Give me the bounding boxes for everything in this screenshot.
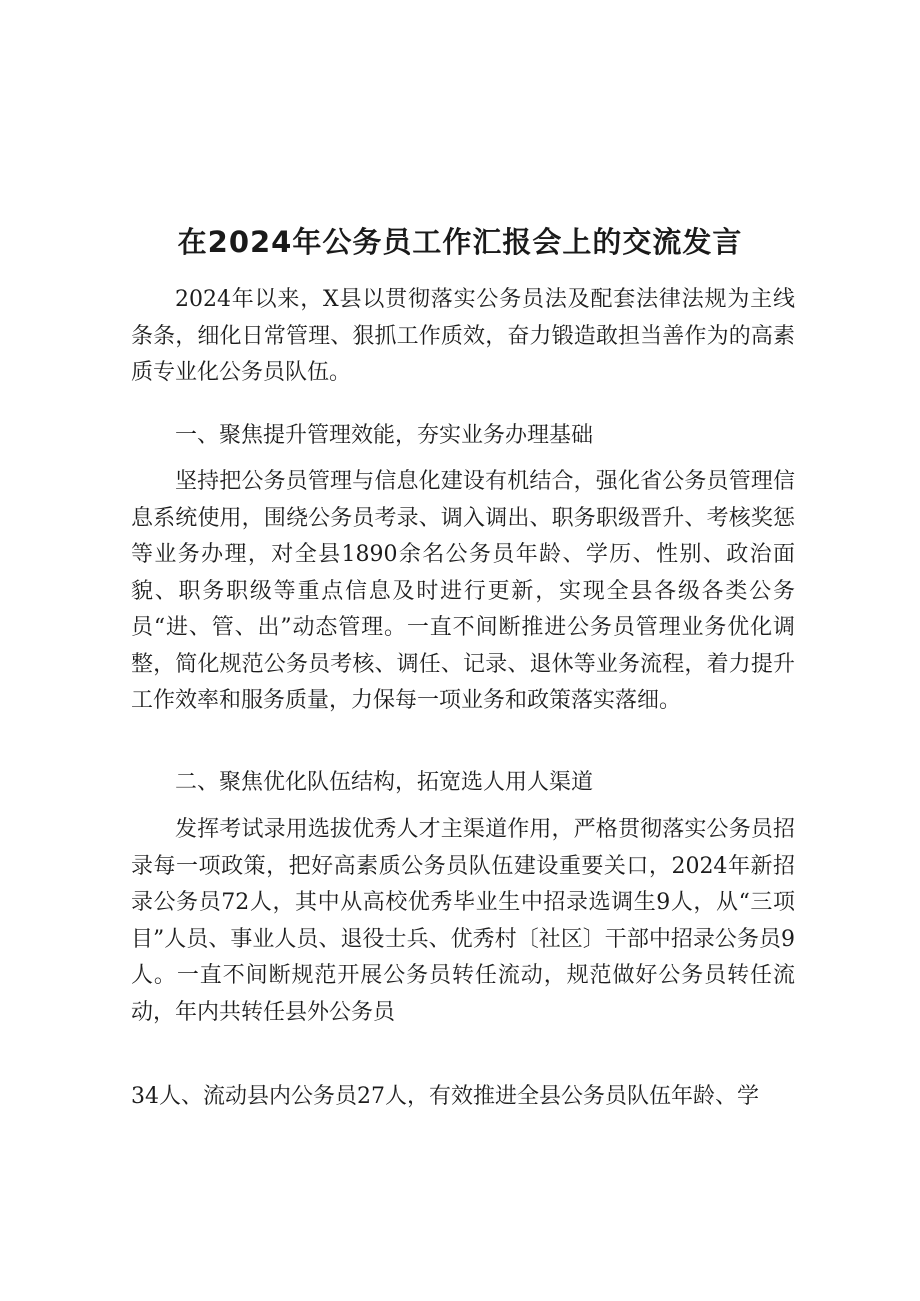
section-heading-2: 二、聚焦优化队伍结构，拓宽选人用人渠道 — [175, 770, 594, 795]
continuation-paragraph: 34人、流动县内公务员27人，有效推进全县公务员队伍年龄、学 — [131, 1084, 759, 1109]
section-2-paragraph: 发挥考试录用选拔优秀人才主渠道作用，严格贯彻落实公务员招录每一项政策，把好高素质公务员队伍建设重要关口，2024年新招录公务员72人，其中从高校优秀毕业生中招录选调生9人，从“三项目”人员、事业人员、退役士兵、优秀村〔社区〕干部中招录公务员9人。一直不间断规范开展公务员转任流动，规范做好公务员转任流动，年内共转任县外公务员 — [131, 817, 795, 1025]
section-heading-1: 一、聚焦提升管理效能，夯实业务办理基础 — [175, 423, 594, 448]
document-title: 在2024年公务员工作汇报会上的交流发言 — [177, 225, 743, 259]
section-1-paragraph: 坚持把公务员管理与信息化建设有机结合，强化省公务员管理信息系统使用，围绕公务员考录、调入调出、职务职级晋升、考核奖惩等业务办理，对全县1890余名公务员年龄、学历、性别、政治面貌、职务职级等重点信息及时进行更新，实现全县各级各类公务员“进、管、出”动态管理。一直不间断推进公务员管理业务优化调整，简化规范公务员考核、调任、记录、退休等业务流程，着力提升工作效率和服务质量，力保每一项业务和政策落实落细。 — [131, 469, 795, 713]
intro-paragraph: 2024年以来，X县以贯彻落实公务员法及配套法律法规为主线条条，细化日常管理、狠抓工作质效，奋力锻造敢担当善作为的高素质专业化公务员队伍。 — [131, 287, 795, 385]
